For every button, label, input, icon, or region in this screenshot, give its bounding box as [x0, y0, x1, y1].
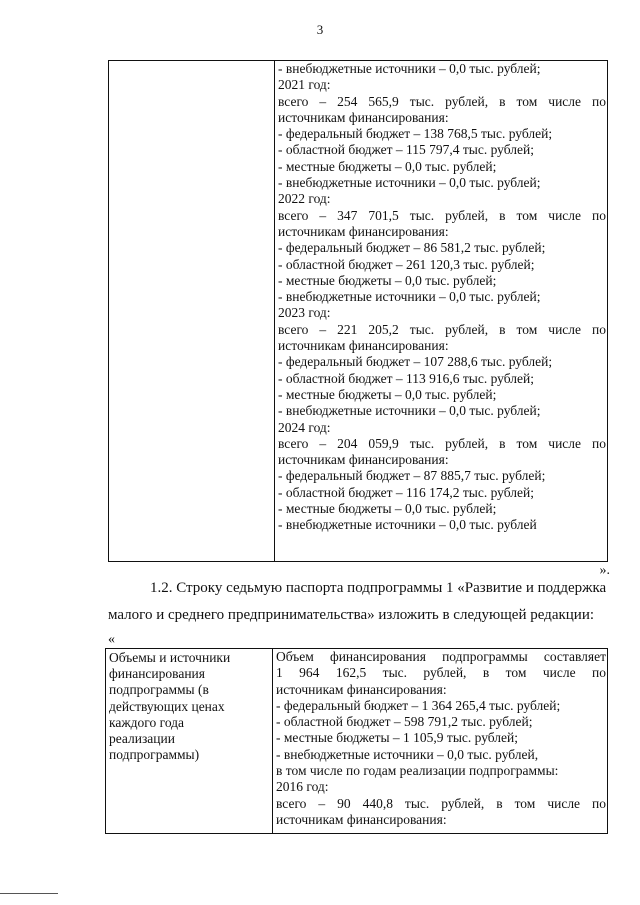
paragraph-1-2-line-1: 1.2. Строку седьмую паспорта подпрограммы 1 «Развитие и поддержка — [150, 580, 607, 596]
text-line: - областной бюджет – 598 791,2 тыс. рублей; — [276, 714, 533, 730]
text-line: - областной бюджет – 115 797,4 тыс. рублей; — [278, 142, 534, 158]
text-line: - областной бюджет – 116 174,2 тыс. рублей; — [278, 484, 534, 500]
text-line: действующих ценах — [109, 698, 225, 714]
text-line: - местные бюджеты – 0,0 тыс. рублей; — [278, 501, 497, 517]
text-line: источникам финансирования: — [276, 811, 447, 827]
text-line: - внебюджетные источники – 0,0 тыс. рублей; — [278, 175, 541, 191]
text-line: источникам финансирования: — [278, 223, 449, 239]
text-line: - областной бюджет – 261 120,3 тыс. рублей; — [278, 256, 535, 272]
text-line: источникам финансирования: — [278, 452, 449, 468]
table2-left-lines — [106, 649, 272, 763]
text-line: 2016 год: — [276, 779, 329, 795]
text-line: источникам финансирования: — [278, 338, 449, 354]
text-line: финансирования — [109, 666, 205, 682]
text-line: - внебюджетные источники – 0,0 тыс. рублей, — [276, 746, 539, 762]
page-number: 3 — [316, 22, 324, 37]
text-line: всего – 204 059,9 тыс. рублей, в том числе по — [278, 435, 606, 451]
paragraph-1-2-line-2: малого и среднего предпринимательства» изложить в следующей редакции: — [108, 607, 595, 623]
text-line: всего – 90 440,8 тыс. рублей, в том числе по — [276, 795, 606, 811]
text-line: - федеральный бюджет – 87 885,7 тыс. рублей; — [278, 468, 546, 484]
funding-table-continued — [108, 60, 608, 562]
text-line: 1 964 162,5 тыс. рублей, в том числе по — [276, 665, 606, 681]
text-line: 2021 год: — [278, 77, 331, 93]
text-line: всего – 347 701,5 тыс. рублей, в том числе по — [278, 207, 606, 223]
text-line: - федеральный бюджет – 138 768,5 тыс. рублей; — [278, 126, 553, 142]
text-line: источникам финансирования: — [278, 109, 449, 125]
text-line: источникам финансирования: — [276, 681, 447, 697]
text-line: - внебюджетные источники – 0,0 тыс. рублей; — [278, 289, 541, 305]
text-line: всего – 221 205,2 тыс. рублей, в том числе по — [278, 321, 606, 337]
text-line: - местные бюджеты – 0,0 тыс. рублей; — [278, 386, 497, 402]
text-line: - местные бюджеты – 0,0 тыс. рублей; — [278, 272, 497, 288]
funding-table-new-edition — [105, 648, 608, 834]
opening-quote: « — [108, 632, 115, 647]
text-line: всего – 254 565,9 тыс. рублей, в том числе по — [278, 93, 606, 109]
text-line: реализации — [109, 731, 175, 747]
closing-quote: ». — [599, 563, 610, 578]
footer-rule — [0, 893, 58, 894]
text-line: подпрограммы (в — [109, 682, 209, 698]
text-line: Объемы и источники — [109, 650, 231, 665]
table1-lines — [278, 61, 606, 534]
table2-right-lines — [276, 649, 606, 828]
text-line: - федеральный бюджет – 86 581,2 тыс. рублей; — [278, 240, 546, 256]
text-line: - внебюджетные источники – 0,0 тыс. рублей; — [278, 61, 541, 76]
text-line: - федеральный бюджет – 1 364 265,4 тыс. рублей; — [276, 697, 561, 713]
table2-right-cell — [273, 649, 608, 834]
text-line: 2022 год: — [278, 191, 331, 207]
text-line: 2023 год: — [278, 305, 331, 321]
text-line: - федеральный бюджет – 107 288,6 тыс. рублей; — [278, 354, 553, 370]
text-line: Объем финансирования подпрограммы составляет — [276, 649, 606, 664]
table2-left-cell — [106, 649, 273, 834]
table1-right-cell — [275, 61, 608, 562]
text-line: в том числе по годам реализации подпрограммы: — [276, 763, 559, 779]
text-line: - внебюджетные источники – 0,0 тыс. рублей; — [278, 403, 541, 419]
text-line: - местные бюджеты – 1 105,9 тыс. рублей; — [276, 730, 519, 746]
text-line: - местные бюджеты – 0,0 тыс. рублей; — [278, 158, 497, 174]
text-line: 2024 год: — [278, 419, 331, 435]
text-line: подпрограммы) — [109, 747, 200, 763]
table1-left-cell — [109, 61, 275, 562]
text-line: каждого года — [109, 714, 185, 730]
text-line: - внебюджетные источники – 0,0 тыс. рублей — [278, 517, 537, 533]
text-line: - областной бюджет – 113 916,6 тыс. рублей; — [278, 370, 534, 386]
